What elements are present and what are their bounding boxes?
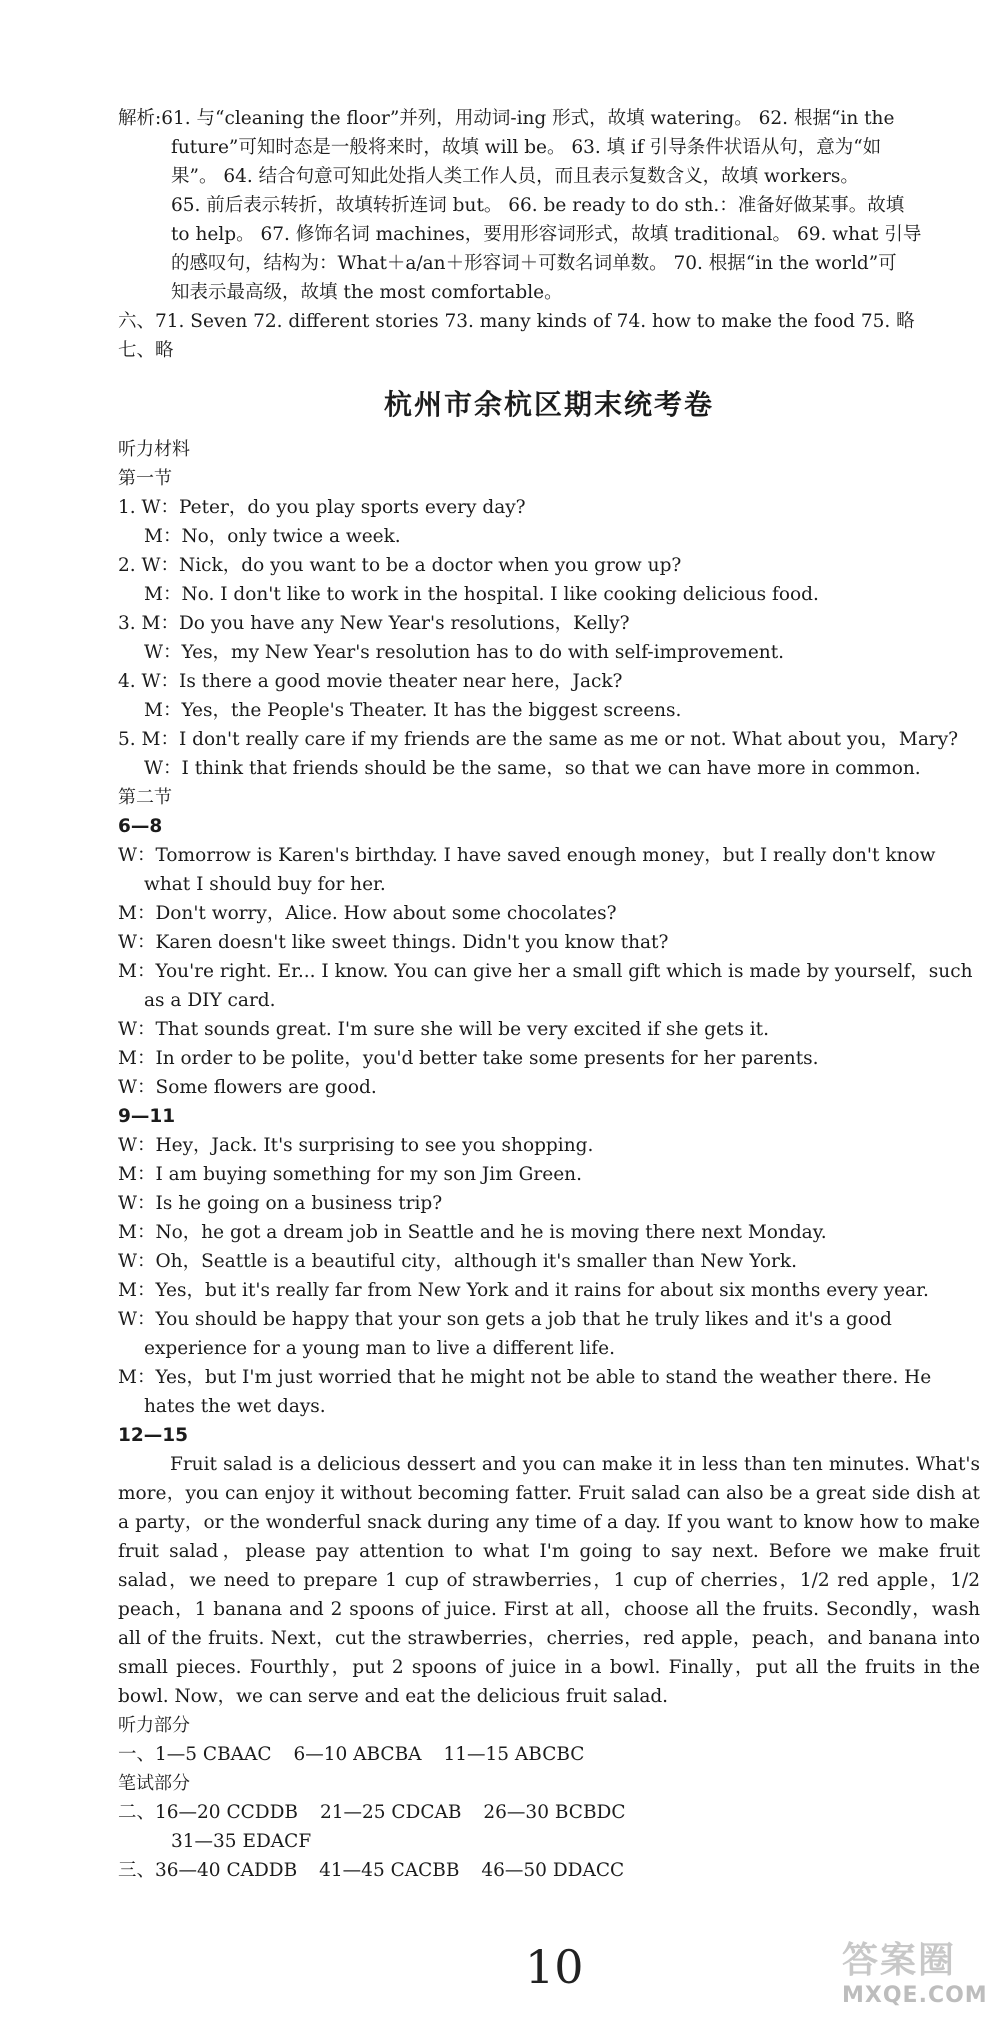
analysis-line: 65. 前后表示转折，故填转折连词 but。 66. be ready to do sth.：准备好做某事。故填 [171, 195, 905, 216]
answer-group: 11—15 ABCBC [443, 1744, 585, 1765]
listening-heading: 听力材料 [118, 439, 190, 460]
answer-group: 一、1—5 CBAAC [118, 1744, 272, 1765]
dialogue-line: W：Karen doesn't like sweet things. Didn't you know that? [118, 932, 669, 953]
writing-answers-line [118, 1798, 980, 1827]
analysis-block [118, 104, 980, 365]
section-six-answers: 六、71. Seven 72. different stories 73. many kinds of 74. how to make the food 75. 略 [118, 311, 915, 332]
section-seven-answers: 七、略 [118, 340, 174, 361]
answer-group: 二、16—20 CCDDB [118, 1802, 299, 1823]
dialogue-line: M：I am buying something for my son Jim Green. [118, 1164, 582, 1185]
answer-group: 26—30 BCBDC [483, 1802, 626, 1823]
dialogue-line: W：Some flowers are good. [118, 1077, 377, 1098]
answer-key [118, 1711, 980, 1885]
watermark [842, 1932, 987, 2018]
dialogue-line: M：No. I don't like to work in the hospital. I like cooking delicious food. [144, 584, 819, 605]
group-label: 9—11 [118, 1106, 176, 1127]
answer-group: 6—10 ABCBA [293, 1744, 422, 1765]
watermark-url: MXQE.COM [842, 1983, 988, 2008]
answer-group: 三、36—40 CADDB [118, 1860, 298, 1881]
dialogue-line: M：In order to be polite，you'd better take some presents for her parents. [118, 1048, 819, 1069]
watermark-logo: 答案圈 [842, 1940, 957, 1981]
analysis-line: to help。 67. 修饰名词 machines，要用形容词形式，故填 traditional。 69. what 引导 [171, 224, 922, 245]
dialogue-line: M：Yes，but I'm just worried that he might not be able to stand the weather there. He hates the wet days. [118, 1367, 932, 1417]
passage-paragraph: Fruit salad is a delicious dessert and you can make it in less than ten minutes. What's more，you can enjoy it without becoming fatter. Fruit salad can also be a great side dish at a party，or the wonderful snack during any time of a day. If you want to know how to make fruit salad，please pay attention to what I'm going to say next. Before we make fruit salad，we need to prepare 1 cup of strawberries，1 cup of cherries，1/2 red apple，1/2 peach，1 banana and 2 spoons of juice. First at all，choose all the fruits. Secondly，wash all of the fruits. Next，cut the strawberries，cherries，red apple，peach，and banana into small pieces. Fourthly，put 2 spoons of juice in a bowl. Finally，put all the fruits in the bowl. Now，we can serve and eat the delicious fruit salad. [118, 1454, 980, 1707]
dialogue-line: M：No，only twice a week. [144, 526, 401, 547]
dialogue-line: W：You should be happy that your son gets a job that he truly likes and it's a good experience for a young man to live a different life. [118, 1309, 892, 1359]
page-number: 10 [525, 1940, 584, 1994]
dialogue-line: W：Is he going on a business trip? [118, 1193, 443, 1214]
dialogue-line: W：That sounds great. I'm sure she will be very excited if she gets it. [118, 1019, 769, 1040]
dialogue-line: W：Hey，Jack. It's surprising to see you shopping. [118, 1135, 594, 1156]
dialogue-line: 5. M：I don't really care if my friends are the same as me or not. What about you，Mary? [118, 729, 959, 750]
analysis-line: 的感叹句，结构为：What＋a/an＋形容词＋可数名词单数。 70. 根据“in the world”可 [171, 253, 897, 274]
listening-material [118, 435, 980, 1711]
writing-answers-line [118, 1827, 980, 1856]
part-one-label: 第一节 [118, 468, 172, 489]
dialogue-line: W：Tomorrow is Karen's birthday. I have saved enough money，but I really don't know what I should buy for her. [118, 845, 936, 895]
writing-answers-line [118, 1856, 980, 1885]
analysis-line: 解析:61. 与“cleaning the floor”并列，用动词-ing 形式，故填 watering。 62. 根据“in the [118, 108, 895, 129]
answer-group: 21—25 CDCAB [319, 1802, 462, 1823]
page-content [118, 104, 980, 1885]
dialogue-line: W：I think that friends should be the same，so that we can have more in common. [144, 758, 921, 779]
dialogue-line: M：You're right. Er... I know. You can give her a small gift which is made by yourself，such as a DIY card. [118, 961, 973, 1011]
exam-title: 杭州市余杭区期末统考卷 [383, 388, 714, 421]
answer-group: 46—50 DDACC [481, 1860, 625, 1881]
part-two-label: 第二节 [118, 787, 172, 808]
dialogue-line: 1. W：Peter，do you play sports every day? [118, 497, 526, 518]
dialogue-line: M：Yes，but it's really far from New York and it rains for about six months every year. [118, 1280, 929, 1301]
dialogue-line: M：Don't worry，Alice. How about some chocolates? [118, 903, 617, 924]
analysis-line: future”可知时态是一般将来时，故填 will be。 63. 填 if 引导条件状语从句，意为“如 [171, 137, 882, 158]
listening-answers-line [118, 1740, 980, 1769]
dialogue-line: 3. M：Do you have any New Year's resolutions，Kelly? [118, 613, 630, 634]
dialogue-line: M：No，he got a dream job in Seattle and he is moving there next Monday. [118, 1222, 827, 1243]
dialogue-line: W：Oh，Seattle is a beautiful city，although it's smaller than New York. [118, 1251, 797, 1272]
analysis-line: 知表示最高级，故填 the most comfortable。 [171, 282, 563, 303]
analysis-line: 果”。 64. 结合句意可知此处指人类工作人员，而且表示复数含义，故填 workers。 [171, 166, 859, 187]
dialogue-line: W：Yes，my New Year's resolution has to do with self-improvement. [144, 642, 785, 663]
dialogue-line: M：Yes，the People's Theater. It has the biggest screens. [144, 700, 682, 721]
answer-group: 31—35 EDACF [171, 1831, 312, 1852]
group-label: 12—15 [118, 1425, 188, 1446]
dialogue-line: 4. W：Is there a good movie theater near here，Jack? [118, 671, 623, 692]
writing-answers-heading: 笔试部分 [118, 1773, 190, 1794]
dialogue-line: 2. W：Nick，do you want to be a doctor when you grow up? [118, 555, 682, 576]
listening-answers-heading: 听力部分 [118, 1715, 190, 1736]
answer-group: 41—45 CACBB [319, 1860, 460, 1881]
group-label: 6—8 [118, 816, 163, 837]
